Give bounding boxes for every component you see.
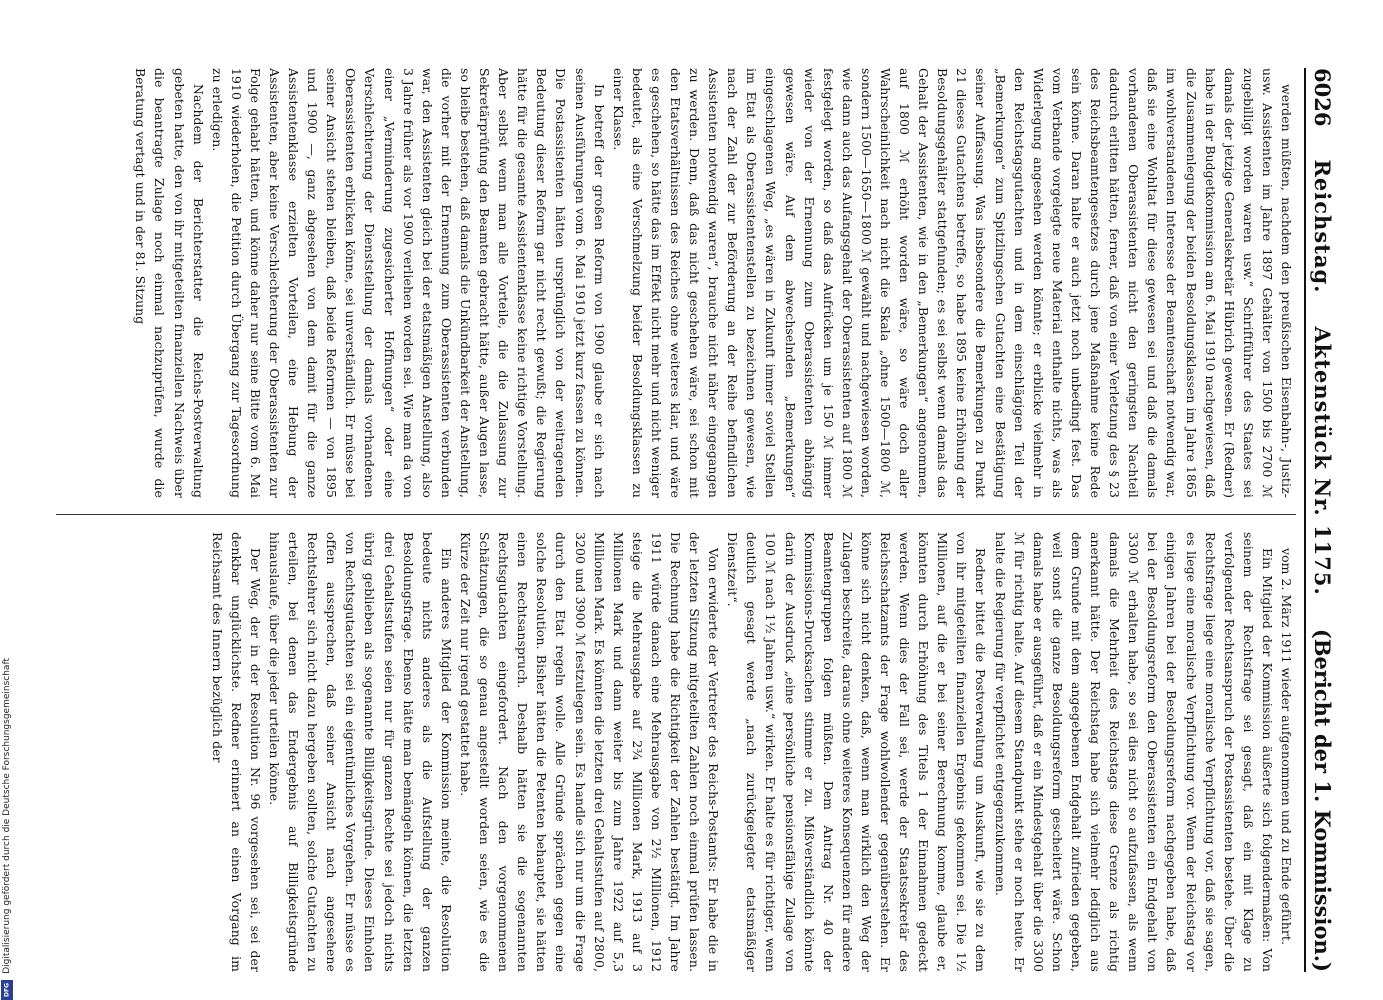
paragraph: Ein Mitglied der Kommission äußerte sich folgendermaßen: Von seinem der Rechtsfrage sei gesagt, daß ein mit Klage zu verfolgender Rechtsanspruch der Postassistenten bestehe. Über die Rechtsfrage liege eine moralische Verpflichtung vor, daß sie sagen, es liege eine moralische Verpflichtung vor. Wenn der Reichstag vor einigen Jahren bei der Besoldungsreform nachgegeben habe, daß bei der Besoldungsreform den Oberassistenten ein Endgehalt von 3300 ℳ erhalten habe, so sei dies nicht so aufzufassen, als wenn damals die Mehrheit des Reichstags diese Grenze als richtig anerkannt hätte. Der Reichstag habe sich vielmehr lediglich aus dem Grunde mit dem angegebenen Endgehalt zufrieden gegeben, weil sonst die ganze Besoldungsreform gescheitert wäre. Schon damals habe er ausgeführt, daß er ein Mindestgehalt über die 3300 ℳ für richtig halte. Auf diesem Standpunkt stehe er noch heute. Er halte die Regierung für verpflichtet entgegenzukommen.	[992, 532, 1275, 972]
attribution-text: Digitalisierung gefördert durch die Deutsche Forschungsgemeinschaft	[2, 658, 12, 974]
paragraph: In betreff der großen Reform von 1900 glaube er sich nach seinen Ausführungen vom 6. Mai 1910 jetzt kurz fassen zu können. Die Postassistenten hätten ursprünglich von der weitragenden Bedeutung dieser Reform gar nicht recht gewußt; die Regierung hätte für die gesamte Assistentenklasse keine richtige Vorstellung. Aber selbst wenn man alle Vorteile, die die Zulassung zur Sekretärprüfung den Beamten gebracht hätte, außer Augen lasse, so bleibe bestehen, daß damals die Unkündbarkeit der Anstellung, die vorher mit der Ernennung zum Oberassistenten verbunden war, den Assistenten gleich bei der etatsmäßigen Anstellung, also 3 Jahre früher als vor 1900 verliehen worden sei. Wie man da von einer „Verminderung zugesicherter Hoffnungen“ oder eine Verschlechterung der Dienststellung der damals vorhandenen Oberassistenten erblicken könne, sei unverständlich. Er müsse bei seiner Ansicht stehen bleiben, daß beide Reformen — von 1895 und 1900 —, ganz abgesehen von dem damit für die ganze Assistentenklasse erzielten Vorteilen, eine Hebung der Assistenten, aber keine Verschlechterung der Oberassistenten zur Folge gehabt hätten, und könne daher nur seine Bitte vom 6. Mai 1910 wiederholen, die Petition durch Übergang zur Tagesordnung zu erledigen.	[209, 68, 607, 498]
text-column-left	[56, 68, 1296, 498]
publication-title: Reichstag.	[1310, 159, 1336, 294]
report-title: (Bericht der 1. Kommission.)	[1310, 628, 1336, 972]
text-column-right	[56, 532, 1296, 972]
column-divider	[56, 514, 1296, 515]
paragraph: vom 2. März 1911 wieder aufgenommen und zu Ende geführt.	[1279, 548, 1294, 946]
paragraph: Von erwiderte der Vertreter des Reichs-Postamts: Er habe die in der letzten Sitzung mitgeteilten Zahlen noch einmal prüfen lassen. Die Rechnung habe die Richtigkeit der Zahlen bestätigt. Im Jahre 1911 würde danach eine Mehrausgabe von 2½ Millionen, 1912 steige die Mehrausgabe auf 2¾ Millionen Mark, 1913 auf 3 Millionen Mark und dann weiter bis zum Jahre 1922 auf 5,3 Millionen Mark. Es könnten die letzten drei Gehaltsstufen auf 2800, 3200 und 3900 ℳ festzulegen sein. Es handle sich nur um die Frage durch den Etat regeln wolle. Alle Gründe sprächen gegen eine solche Resolution. Bisher hätten die Petenten behauptet, sie hätten einen Rechtsanspruch. Deshalb hätten sie die sogenannten Rechtsgutachten eingefordert. Nach den vorgenommenen Schätzungen, die so genau angestellt worden seien, wie es die Kürze der Zeit nur irgend gestattet habe.	[457, 532, 722, 972]
paragraph: Nachdem der Berichterstatter die Reichs-Postverwaltung gebeten hatte, den von ihr mitgeteilten finanziellen Nachweis über die beantragte Zulage noch einmal nachzuprüfen, wurde die Beratung vertagt und in der 81. Sitzung	[133, 68, 206, 498]
digitization-attribution	[0, 610, 14, 1000]
page-header	[1304, 68, 1340, 972]
page-number: 6026	[1310, 68, 1336, 127]
paragraph: Redner bittet die Postverwaltung um Auskunft, wie sie zu dem von ihr mitgeteilten finanziellen Ergebnis gekommen sei. Die 1½ Millionen, auf die er bei seiner Berechnung komme, glaube er, könnten durch Erhöhung des Titels 1 der Einnahmen gedeckt werden. Wenn dies der Fall sei, werde der Staatssekretär des Reichsschatzamts der Frage wohlwollender gegenüberstehen. Er könne sich nicht denken, daß, wenn man wirklich den Weg der Zulagen beschreite, daraus ohne weiteres Konsequenzen für andere Beamtengruppen folgen müßten. Dem Antrag Nr. 40 der Kommissions-Drucksachen stimme er zu. Mißverständlich könnte darin der Ausdruck „eine persönliche pensionsfähige Zulage von 100 ℳ nach 1½ Jahren usw.“ wirken. Er halte es für richtiger, wenn deutlich gesagt werde „nach zurückgelegter etatsmäßiger Dienstzeit“.	[725, 532, 989, 972]
paragraph: Ein anderes Mitglied der Kommission meinte, die Resolution bedeute nichts anderes als die Aufstellung der ganzen Besoldungsfrage. Ebenso hätte man bemängeln können, die letzten drei Gehaltsstufen seien nur für ganzen Rechte sei jedoch nichts übrig geblieben als sogenannte Billigkeitsgründe. Dieses Einholen von Rechtsgutachten sei ein eigentümliches Vorgehen. Er müsse es offen aussprechen, daß seiner Ansicht nach angesehene Rechtslehrer sich nicht dazu hergeben sollten, solche Gutachten zu erteilen, bei denen das Endergebnis auf Billigkeitsgründe hinauslaufe, über die jeder urteilen könne.	[267, 532, 454, 972]
newspaper-page	[50, 50, 1340, 990]
dfg-logo-icon: DFG	[1, 980, 13, 1000]
paragraph: werden müßten, nachdem den preußischen Eisenbahn-, Justiz- usw. Assistenten im Jahre 1897 Gehälter von 1500 bis 2700 ℳ zugebilligt worden waren usw.“ Schriftführer des Staates sei damals der jetzige Generalsekretär Hübrich gewesen. Er (Redner) habe in der Budgetkommission am 6. Mai 1910 nachgewiesen, daß die Zusammenlegung der beiden Besoldungsklassen im Jahre 1865 im wohlverstandenen Interesse der Beamtenschaft notwendig war, daß sie eine Wohltat für diese gewesen sei und daß die damals vorhandenen Oberassistenten nicht den geringsten Nachteil dadurch erlitten hätten, ferner, daß von einer Verletzung des § 23 des Reichsbeamtengesetzes durch jene Maßnahme keine Rede sein könne. Daran halte er auch jetzt noch unbedingt fest. Das vom Verbande vorgelegte neue Material enthalte nichts, was als Widerlegung angesehen werden könnte; er erblicke vielmehr in den Reichstagsgutachten und in dem einschlägigen Teil der „Bemerkungen“ zum Spitzlingschen Gutachten eine Bestätigung seiner Auffassung. Was insbesondere die Bemerkungen zu Punkt 21 dieses Gutachtens betreffe, so habe 1895 keine Erhöhung der Besoldungsgehälter stattgefunden; es sei selbst wenn damals das Gehalt der Assistenten, wie in den „Bemerkungen“ angenommen, auf 1800 ℳ erhöht worden wäre, so wäre doch aller Wahrscheinlichkeit nach nicht die Skala „ohne 1500—1800 ℳ, sondern 1500—1650—1800 ℳ gewählt und nachgewiesen worden, wie dann auch das Aufangsgehalt der Oberassistenten auf 1800 ℳ festgelegt worden, so daß das Aufrücken um je 150 ℳ immer wieder von der Ernennung zum Oberassistenten abhängig gewesen wäre. Auf dem abwechselnden „Bemerkungen“ eingeschlagenen Weg, „es wären in Zukunft immer soviel Stellen im Etat als Oberassistentenstellen zu bezeichnen gewesen, wie nach der Zahl der zur Beförderung an der Reihe befindlichen Assistenten notwendig waren“, brauche nicht näher eingegangen zu werden. Denn, daß das nicht geschehen wäre, sei schon mit den Etatsverhältnissen des Reiches ohne weiteres klar, und wäre es geschehen, so hätte das im Effekt nicht mehr und nicht weniger bedeutet, als eine Verschmelzung beider Besoldungsklassen zu einer Klasse.	[610, 68, 1294, 498]
document-number: Aktenstück Nr. 1175.	[1310, 326, 1336, 596]
paragraph: Der Weg, der in der Resolution Nr. 96 vorgesehen sei, sei der denkbar unglücklichste. Redner erinnert an einen Vorgang im Reichsamt des Innern bezüglich der	[209, 532, 263, 972]
